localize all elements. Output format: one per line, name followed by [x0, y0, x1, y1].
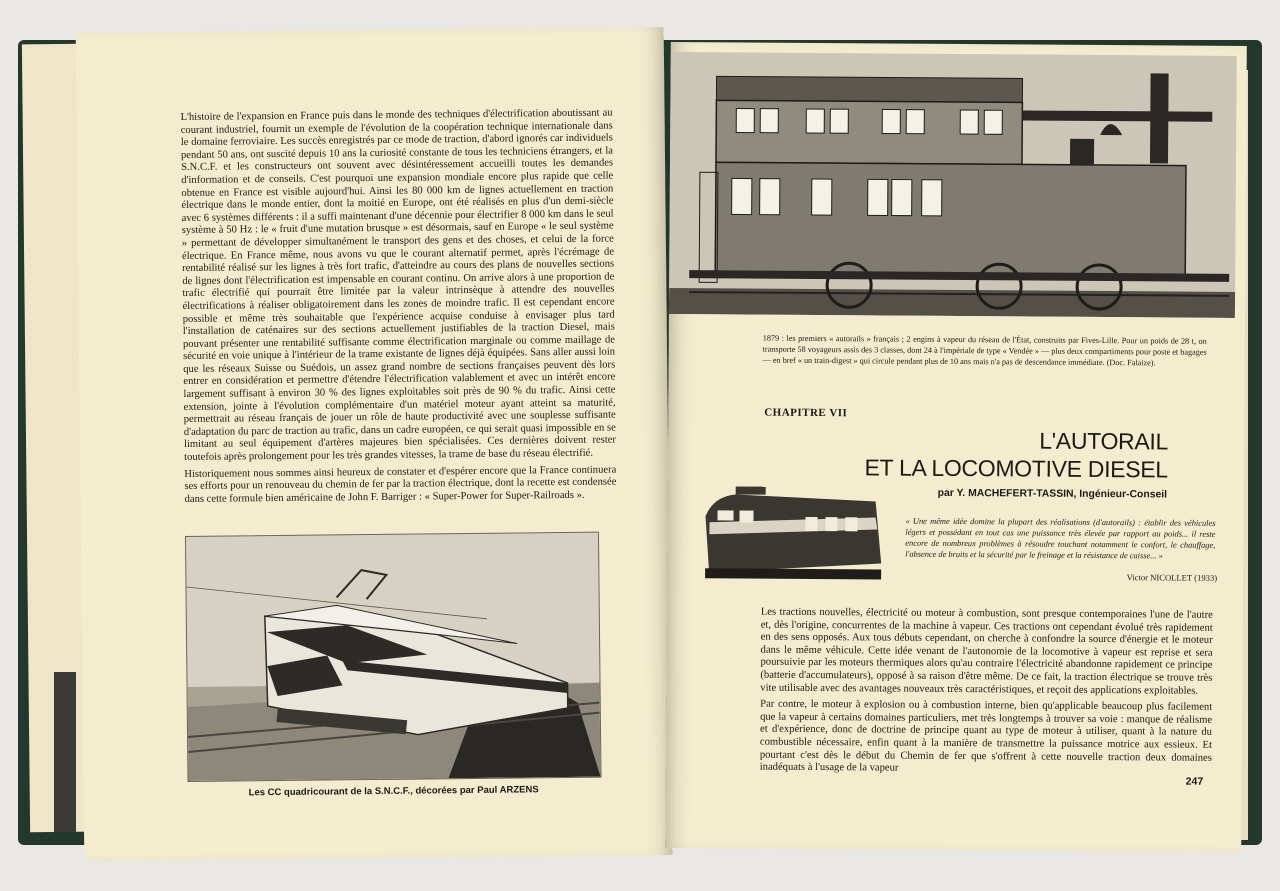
right-paragraph-1: Les tractions nouvelles, électricité ou moteur à combustion, sont presque contemporaines l'une de l'autre et, dès l'origine, concurrentes de la machine à vapeur. Ces tractions ont cependant évolué très rapidement en des sens opposés. Aux tous débuts cependant, on cherche à confondre la source d'énergie et le moteur dans le même véhicule. Cette idée venant de l'autonomie de la locomotive à vapeur est reprise et sera poursuivie par les moteurs thermiques alors qu'au contraire l'électricité abandonne rapidement ce principe (batterie d'accumulateurs), opposé à sa raison d'être même. De ce fait, la traction électrique se trouve très vite utilisable avec des avantages nouveaux très caractéristiques, et reçoit des applications exploitables.: [760, 606, 1213, 697]
chapter-title-line-2: ET LA LOCOMOTIVE DIESEL: [864, 454, 1168, 483]
left-paragraph-2: Historiquement nous sommes ainsi heureux de constater et d'espérer encore que la France continuera ses efforts pour un renouveau du chemin de fer par la traction électrique, dont la recette est condensée dans cette formule bien américaine de John F. Barriger : « Super-Power for Super-Railroads ».: [184, 464, 617, 505]
cc-locomotive-illustration: [186, 533, 601, 781]
left-body-text: [181, 107, 617, 510]
left-paragraph-1: L'histoire de l'expansion en France puis dans le monde des techniques d'électrification aboutissant au courant industriel, fournit un exemple de l'évolution de la coopération technique internationale dans le domaine ferroviaire. Les succès enregistrés par ce mode de traction, d'abord ignorés car individuels pendant 50 ans, ont suscité depuis 10 ans la curiosité constante de tous les techniciens étrangers, et la S.N.C.F. et les constructeurs ont souvent avec désintéressement accueilli toutes les demandes d'information et de conseils. C'est pourquoi une expansion mondiale encore plus rapide que celle obtenue en France est visible aujourd'hui. Ainsi les 80 000 km de lignes actuellement en traction électrique dans le monde entier, dont la moitié en Europe, ont été réalisés en plus d'un demi-siècle avec 6 systèmes différents : il a suffi maintenant d'une décennie pour électrifier 8 000 km dans le seul système à 50 Hz : le « fruit d'une mutation brusque » est désormais, sauf en Europe « le seul système » permettant de développer simultanément le transport des gens et des choses, et celui de la force électrique. En France même, nous avons vu que le courant alternatif permet, après l'écrémage de rentabilité réalisé sur les lignes à très fort trafic, d'atteindre au cours des plans de nouvelles sections de lignes dont l'électrification est impensable en courant continu. On arrive alors à une proportion de trafic électrifié qui pourrait être limitée par la valeur intrinsèque à attendre des nouvelles électrifications à réaliser obligatoirement dans les zones de moindre trafic. Il est cependant encore possible et même très souhaitable que l'expérience acquise conduise à envisager plus tard l'installation de caténaires sur des sections actuellement justifiables de la traction Diesel, mais pouvant présenter une rentabilité suffisante comme électrification marginale ou comme maillage de sécurité en voie unique à l'intérieur de la trame existante de lignes déjà équipées. Sans aller aussi loin que les réseaux Suisse ou Suédois, un assez grand nombre de sections françaises peuvent dès lors entrer en considération et permettre d'étendre l'électrification valablement et avec un intérêt encore largement suffisant à environ 30 % des lignes exploitables soit près de 90 % du trafic. Ainsi cette extension, jointe à l'évolution complémentaire d'un matériel moteur ayant atteint sa maturité, permettrait au réseau français de jouer un rôle de haute productivité avec une souplesse suffisante d'adaptation du parc de traction au trafic, dans un cadre européen, ce qui serait quasi impossible en se limitant au seul équipement d'artères majeures bien spécialisées. Ces dernières doivent rester toutefois après prolongement pour les très grandes vitesses, la trame de base du réseau électrifié.: [180, 107, 617, 464]
left-page: [76, 27, 673, 861]
page-number: 247: [1185, 775, 1204, 788]
right-photo-caption: 1879 : les premiers « autorails » français ; 2 engins à vapeur du réseau de l'État, construits par Fives-Lille. Pour un poids de 28 t, on transporte 58 voyageurs assis des 3 classes, dont 24 à l'impériale de type « Vendée » — plus deux compartiments pour poste et bagages — en bref « un train-digest » qui circule pendant plus de 10 ans mais n'a pas de descendance immédiate. (Doc. Falaize).: [762, 333, 1207, 368]
chapter-epigraph: « Une même idée domine la plupart des réalisations (d'autorails) : établir des véhicules légers et possédant en tout cas une puissance très élevée par rapport au poids... il reste encore de nombreux problèmes à résoudre touchant notamment le confort, le chauffage, l'absence de bruits et la sécurité par le freinage et la résistance de caisse... »: [905, 516, 1216, 561]
right-page: [665, 42, 1247, 852]
chapter-title-line-1: L'AUTORAIL: [1039, 427, 1169, 455]
autorail-photo: [695, 482, 886, 585]
autorail-railcar-illustration: [695, 482, 886, 585]
autorail-1879-photo: [669, 52, 1237, 318]
left-photo-caption: Les CC quadricourant de la S.N.C.F., décorées par Paul ARZENS: [248, 784, 539, 799]
steam-autorail-drawing: [669, 52, 1237, 318]
page-stack-photo-edge: [54, 672, 76, 832]
right-paragraph-2: Par contre, le moteur à explosion ou à combustion interne, bien qu'applicable beaucoup plus facilement que la vapeur à certains domaines particuliers, met très longtemps à trouver sa voie : manque de réalisme et d'expérience, donc de doctrine de principe quant au type de moteur à utiliser, quant à la nature du combustible nécessaire, enfin quant à la manière de transmettre la puissance motrice aux essieux. Et pourtant c'est dès le début du Chemin de fer que s'offrent à cette nouvelle traction deux domaines inadéquats à l'usage de la vapeur: [759, 698, 1213, 774]
chapter-author: par Y. MACHEFERT-TASSIN, Ingénieur-Conseil: [937, 487, 1168, 501]
cc-locomotive-photo: [185, 532, 602, 782]
right-body-text: [760, 607, 1213, 782]
chapter-label: CHAPITRE VII: [764, 406, 848, 420]
epigraph-author: Victor NICOLLET (1933): [1126, 572, 1218, 583]
